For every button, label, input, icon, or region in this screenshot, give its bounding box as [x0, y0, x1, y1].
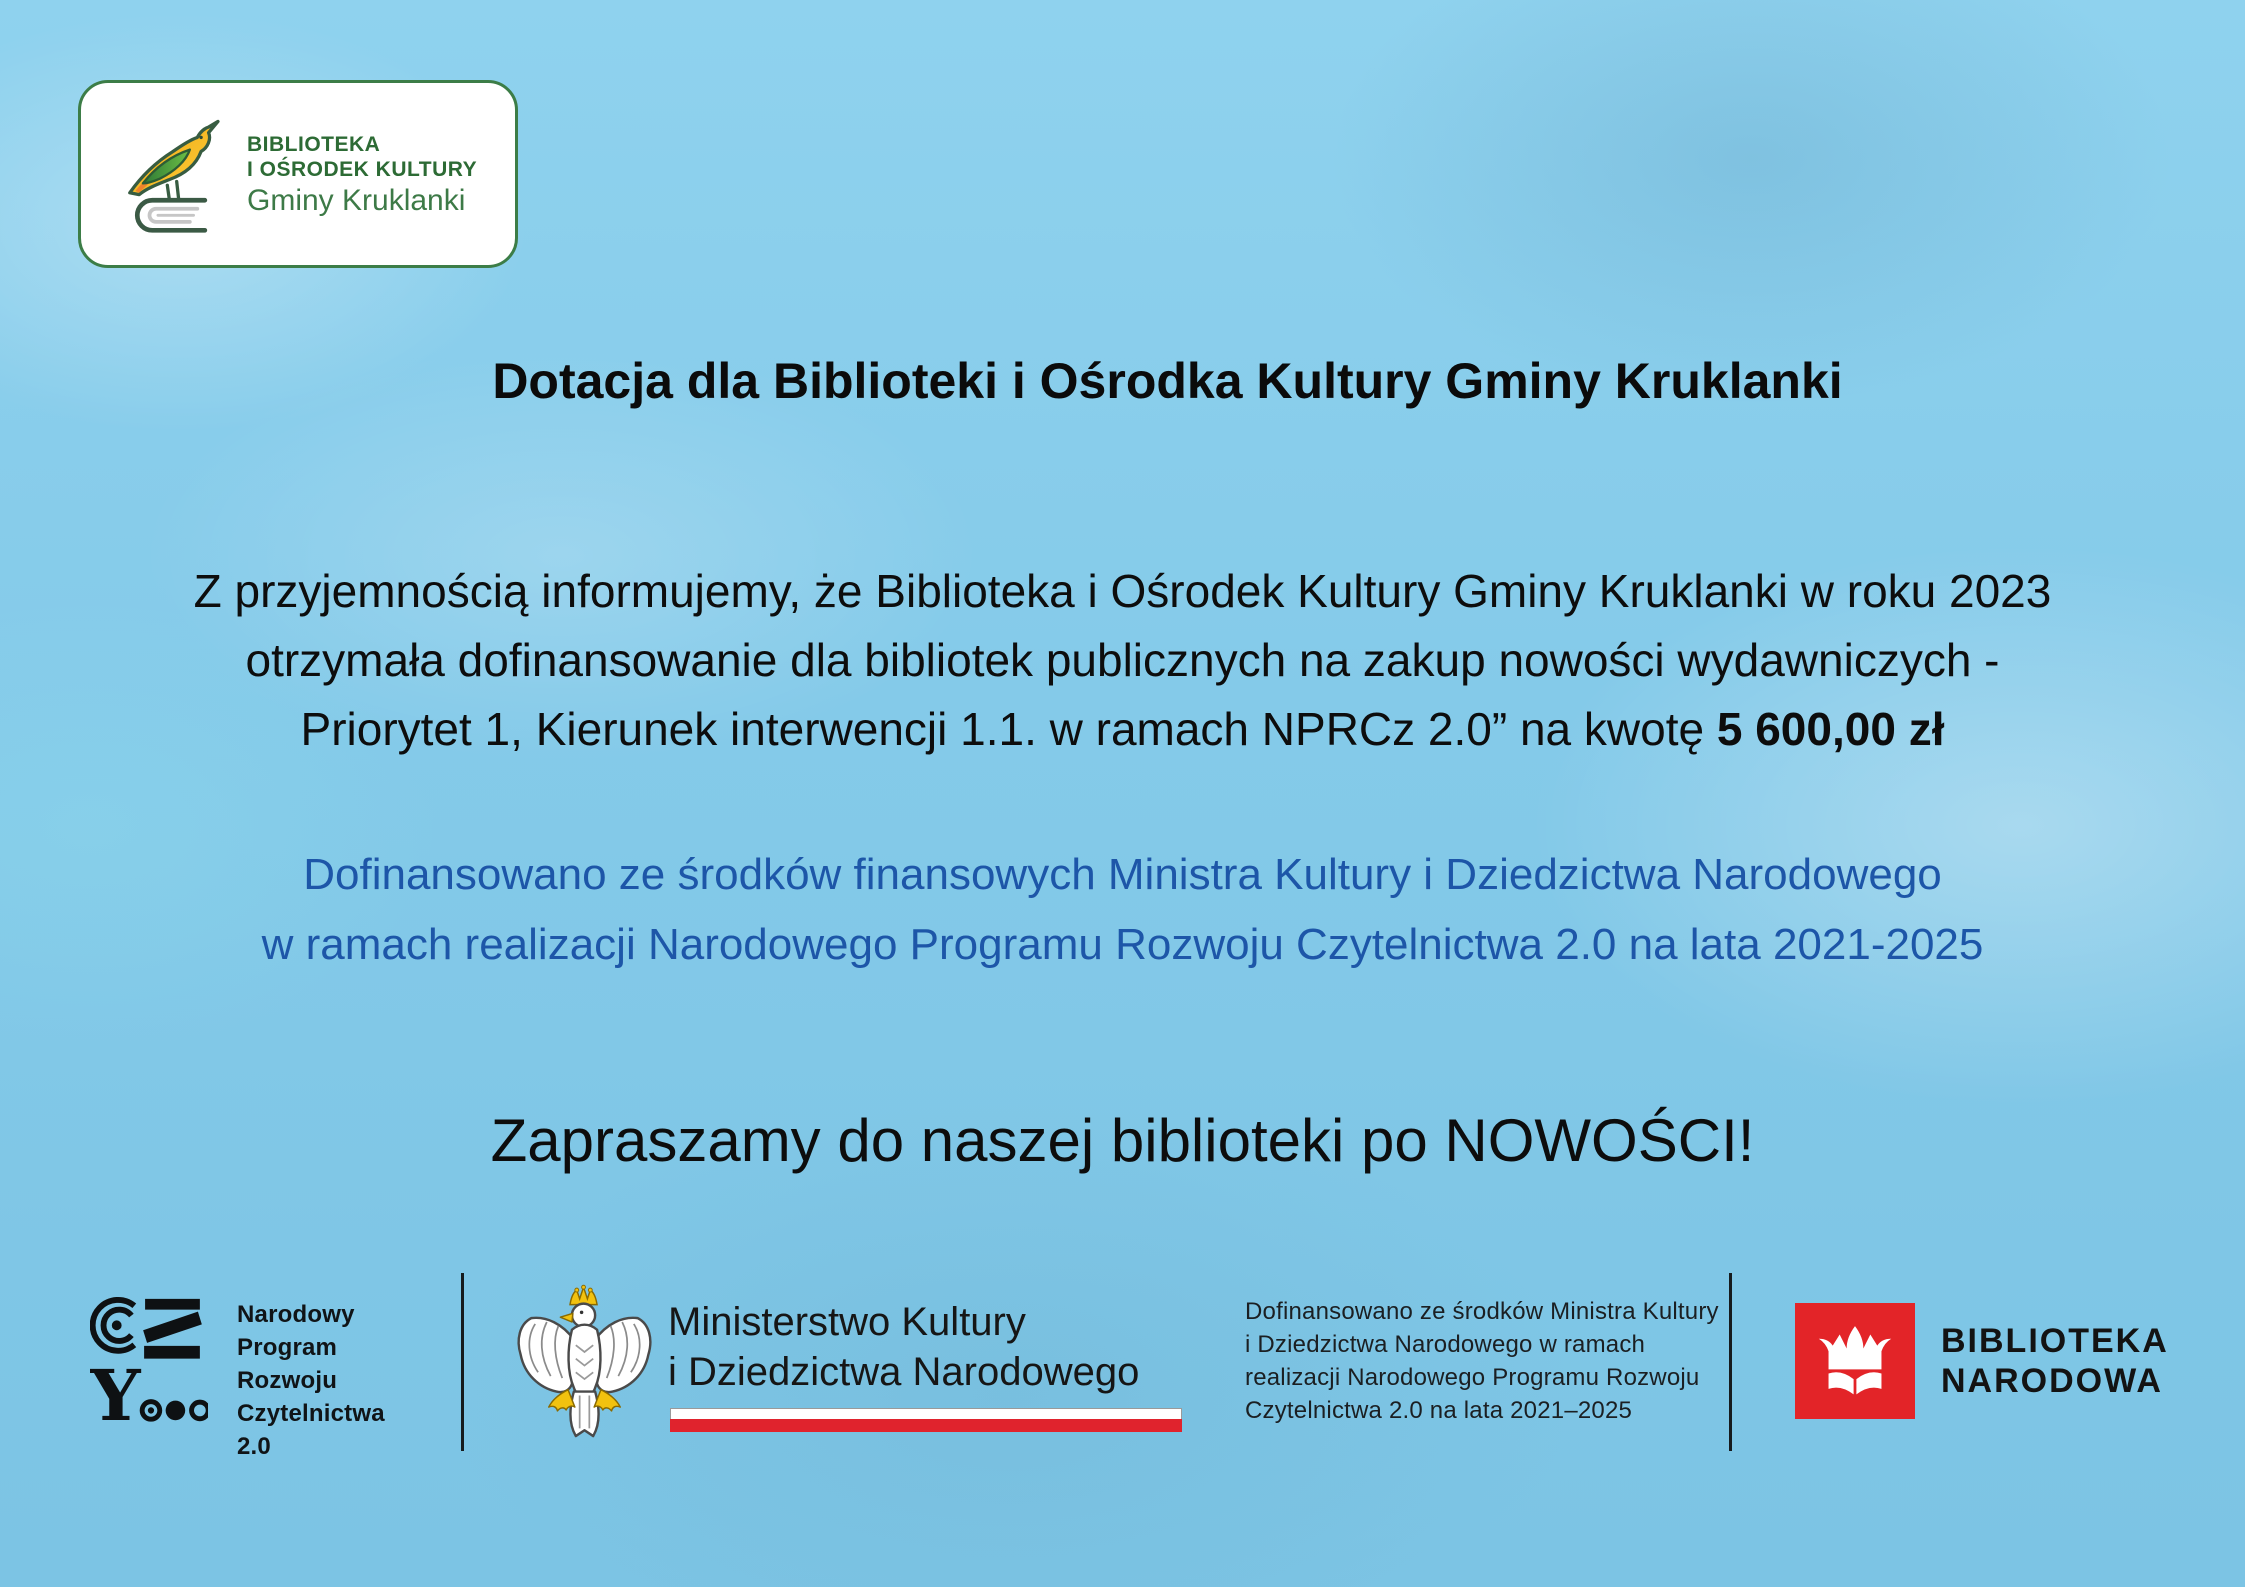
bird-on-book-icon	[111, 109, 233, 239]
funding-note	[0, 840, 2245, 980]
ministry-line1: Ministerstwo Kultury	[668, 1300, 1026, 1344]
library-name-line3: Gminy Kruklanki	[247, 184, 466, 217]
footer-divider-right	[1729, 1273, 1732, 1451]
announcement-paragraph	[0, 557, 2245, 764]
footer-funding-line3: realizacji Narodowego Programu Rozwoju	[1245, 1364, 1700, 1391]
page-title: Dotacja dla Biblioteki i Ośrodka Kultury Gminy Kruklanki	[492, 353, 1843, 409]
nprcz-line5: 2.0	[237, 1433, 271, 1460]
nprcz-line1: Narodowy	[237, 1301, 355, 1328]
grant-amount: 5 600,00 zł	[1716, 703, 1945, 755]
footer-funding-line4: Czytelnictwa 2.0 na lata 2021–2025	[1245, 1397, 1633, 1424]
library-name-line2: I OŚRODEK KULTURY	[247, 158, 478, 181]
ministry-label	[668, 1297, 1139, 1397]
footer-divider-left	[461, 1273, 464, 1451]
nprcz-czy-icon	[90, 1295, 208, 1430]
ministry-line2: i Dziedzictwa Narodowego	[668, 1350, 1140, 1394]
poland-flag-stripe	[670, 1408, 1182, 1434]
announcement-line2: otrzymała dofinansowanie dla bibliotek publicznych na zakup nowości wydawniczych -	[245, 634, 2000, 686]
nprcz-line3: Rozwoju	[237, 1367, 338, 1394]
footer-funding-line1: Dofinansowano ze środków Ministra Kultury	[1245, 1298, 1719, 1325]
library-name-line1: BIBLIOTEKA	[247, 133, 381, 156]
national-library-line2: NARODOWA	[1941, 1362, 2163, 1400]
nprcz-line4: Czytelnictwa	[237, 1400, 385, 1427]
flag-red-band	[670, 1419, 1182, 1432]
funding-note-line2: w ramach realizacji Narodowego Programu Rozwoju Czytelnictwa 2.0 na lata 2021-2025	[261, 920, 1984, 969]
library-logo-box	[78, 80, 518, 268]
announcement-line3-text: Priorytet 1, Kierunek interwencji 1.1. w ramach NPRCz 2.0” na kwotę	[300, 703, 1717, 755]
national-library-label	[1941, 1321, 2169, 1401]
national-library-line1: BIBLIOTEKA	[1941, 1322, 2169, 1360]
funding-note-line1: Dofinansowano ze środków finansowych Ministra Kultury i Dziedzictwa Narodowego	[303, 850, 1942, 899]
polish-eagle-icon	[512, 1283, 657, 1448]
national-library-crown-icon	[1795, 1303, 1915, 1419]
nprcz-label	[237, 1298, 385, 1463]
invitation-text: Zapraszamy do naszej biblioteki po NOWOŚCI!	[490, 1107, 1755, 1174]
nprcz-line2: Program	[237, 1334, 338, 1361]
flag-white-band	[670, 1408, 1182, 1419]
footer-funding-text	[1245, 1295, 1719, 1427]
national-library-logo	[1795, 1303, 2169, 1419]
footer-funding-line2: i Dziedzictwa Narodowego w ramach	[1245, 1331, 1646, 1358]
svg-text:Y: Y	[90, 1354, 141, 1430]
footer-logo-band	[0, 1265, 2245, 1465]
announcement-line3	[0, 695, 2245, 764]
announcement-line1: Z przyjemnością informujemy, że Biblioteka i Ośrodek Kultury Gminy Kruklanki w roku 2023	[193, 565, 2052, 617]
